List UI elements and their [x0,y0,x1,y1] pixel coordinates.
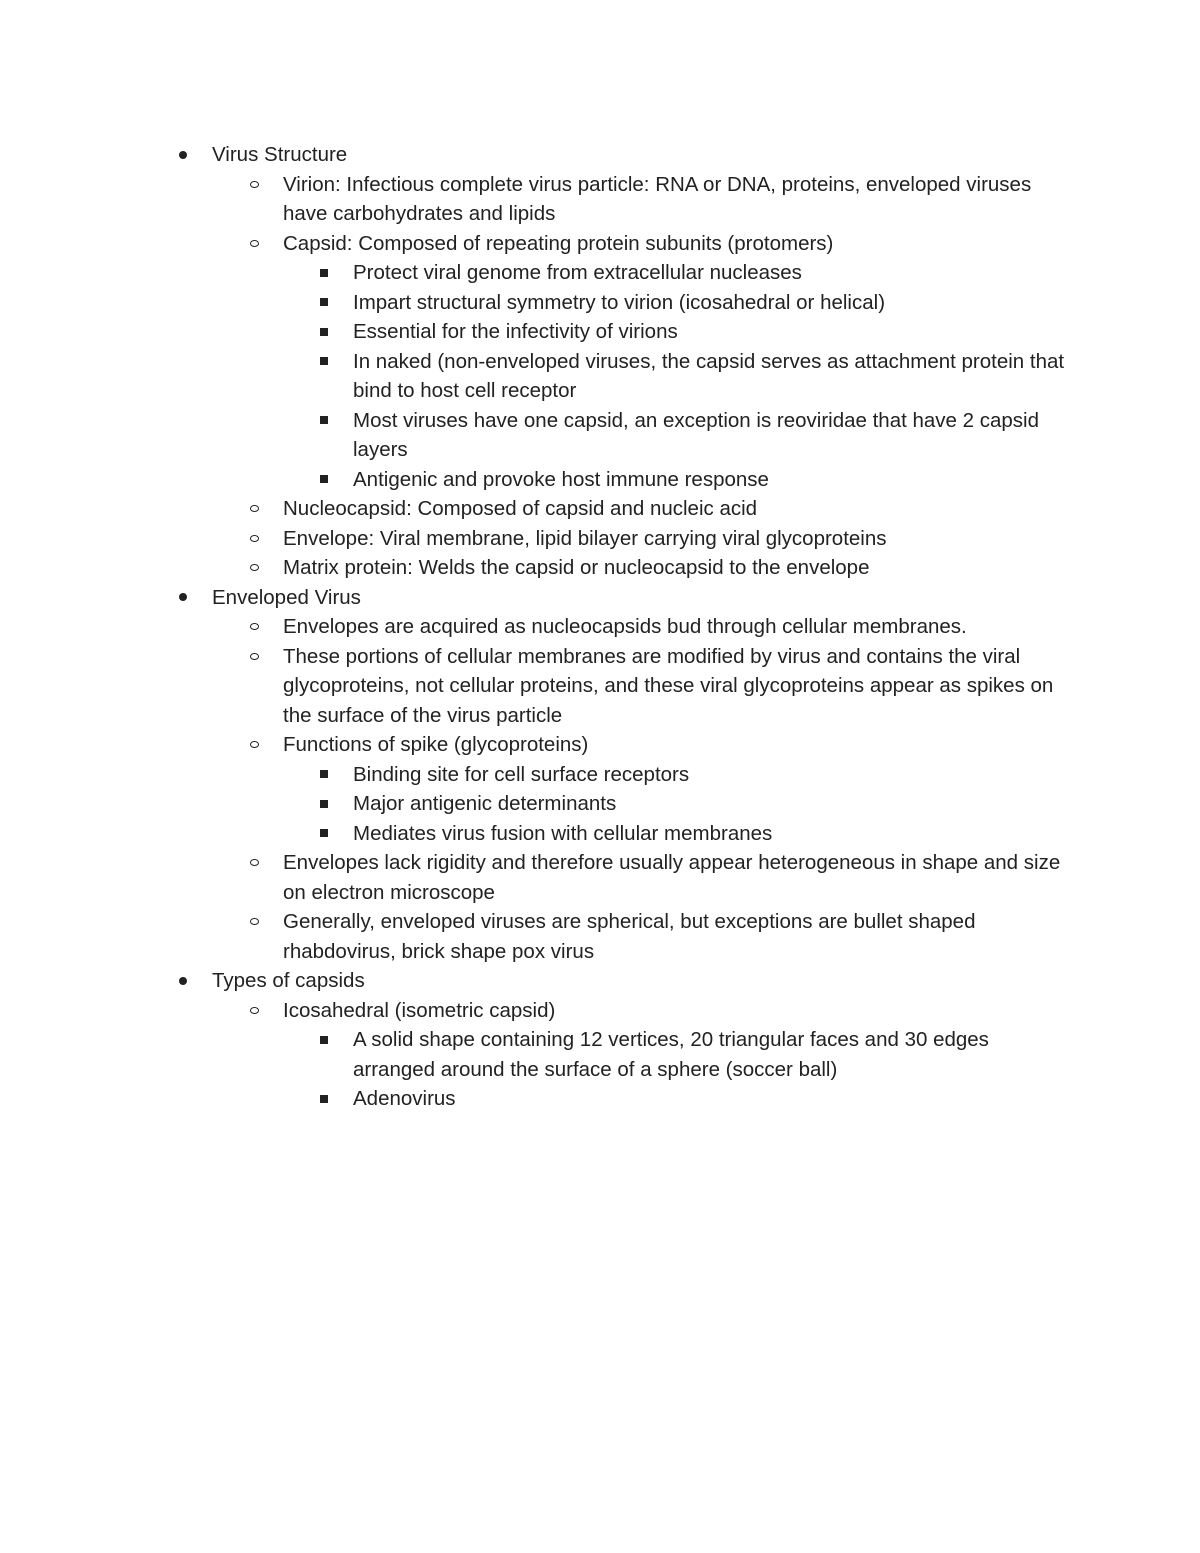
sub-list-item: Impart structural symmetry to virion (icosahedral or helical) [0,288,1065,318]
square-bullet-icon [317,819,331,849]
hollow-circle-bullet-icon [247,642,261,672]
sub-list-item: Adenovirus [0,1084,1065,1114]
list-item: Icosahedral (isometric capsid) [0,996,1063,1026]
sub-list-item: Binding site for cell surface receptors [0,760,1065,790]
hollow-circle-bullet-icon [247,848,261,878]
list-item: Envelopes are acquired as nucleocapsids bud through cellular membranes. [0,612,1063,642]
filled-circle-bullet-icon [176,966,190,996]
sub-list-item: Essential for the infectivity of virions [0,317,1065,347]
list-item: Matrix protein: Welds the capsid or nucleocapsid to the envelope [0,553,1063,583]
hollow-circle-bullet-icon [247,524,261,554]
sub-list-item: Mediates virus fusion with cellular membranes [0,819,1065,849]
section-heading: Enveloped Virus [0,583,1062,613]
sub-list-item: In naked (non-enveloped viruses, the capsid serves as attachment protein that bind to host cell receptor [0,347,1065,406]
hollow-circle-bullet-icon [247,730,261,760]
section-heading: Types of capsids [0,966,1062,996]
square-bullet-icon [317,1025,331,1055]
hollow-circle-bullet-icon [247,996,261,1026]
list-item: Capsid: Composed of repeating protein subunits (protomers) [0,229,1063,259]
sub-list-item: Most viruses have one capsid, an exception is reoviridae that have 2 capsid layers [0,406,1065,465]
square-bullet-icon [317,317,331,347]
list-item: Functions of spike (glycoproteins) [0,730,1063,760]
hollow-circle-bullet-icon [247,907,261,937]
filled-circle-bullet-icon [176,583,190,613]
square-bullet-icon [317,789,331,819]
square-bullet-icon [317,288,331,318]
filled-circle-bullet-icon [176,140,190,170]
hollow-circle-bullet-icon [247,494,261,524]
list-item: Envelopes lack rigidity and therefore usually appear heterogeneous in shape and size on electron microscope [0,848,1063,907]
sub-list-item: A solid shape containing 12 vertices, 20 triangular faces and 30 edges arranged around the surface of a sphere (soccer ball) [0,1025,1065,1084]
square-bullet-icon [317,465,331,495]
list-item: Nucleocapsid: Composed of capsid and nucleic acid [0,494,1063,524]
hollow-circle-bullet-icon [247,612,261,642]
square-bullet-icon [317,347,331,377]
hollow-circle-bullet-icon [247,553,261,583]
list-item: Virion: Infectious complete virus particle: RNA or DNA, proteins, enveloped viruses have carbohydrates and lipids [0,170,1063,229]
notes-outline [0,140,1200,1114]
hollow-circle-bullet-icon [247,170,261,200]
square-bullet-icon [317,406,331,436]
list-item: Generally, enveloped viruses are spherical, but exceptions are bullet shaped rhabdovirus, brick shape pox virus [0,907,1063,966]
hollow-circle-bullet-icon [247,229,261,259]
sub-list-item: Protect viral genome from extracellular nucleases [0,258,1065,288]
sub-list-item: Antigenic and provoke host immune response [0,465,1065,495]
section-heading: Virus Structure [0,140,1062,170]
square-bullet-icon [317,760,331,790]
list-item: These portions of cellular membranes are modified by virus and contains the viral glycoproteins, not cellular proteins, and these viral glycoproteins appear as spikes on the surface of the virus particle [0,642,1063,731]
square-bullet-icon [317,1084,331,1114]
sub-list-item: Major antigenic determinants [0,789,1065,819]
square-bullet-icon [317,258,331,288]
list-item: Envelope: Viral membrane, lipid bilayer carrying viral glycoproteins [0,524,1063,554]
